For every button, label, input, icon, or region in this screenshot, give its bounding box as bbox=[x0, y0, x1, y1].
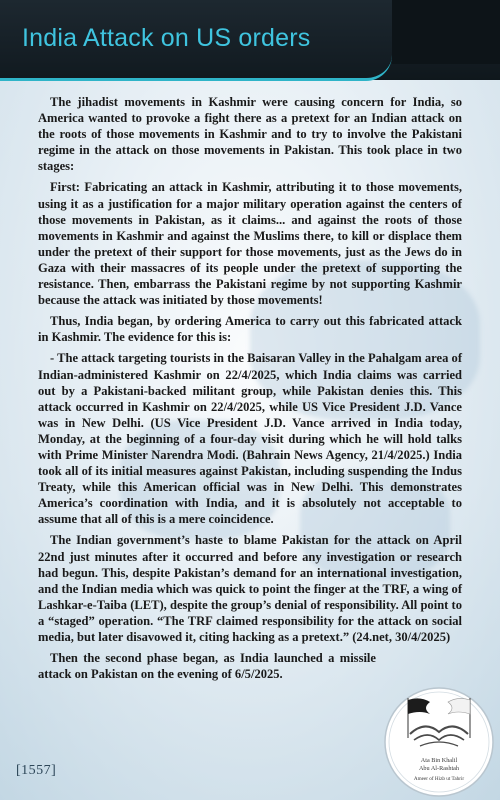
ameer-seal-logo bbox=[380, 680, 498, 798]
paragraph: The jihadist movements in Kashmir were causing concern for India, so America wanted to provoke a fight there as a pretext for an Indian attack on the roots of those movements in Kashmir and to try to involve the Pakistani regime in the attack on those movements in Pakistan. This took place in two stages: bbox=[38, 95, 462, 174]
header-right-block bbox=[392, 0, 500, 64]
logo-line-1: Ata Bin Khalil bbox=[420, 757, 458, 764]
header-bar bbox=[0, 0, 500, 80]
logo-line-2: Abu Al-Rashtah bbox=[418, 765, 460, 772]
logo-line-3: Ameer of Hizb ut Tahrir bbox=[413, 776, 465, 782]
paragraph: First: Fabricating an attack in Kashmir, attributing it to those movements, using it as a justification for a major military operation against the centers of those movements in Pakistan, as it claims... and against the roots of those movements in Kashmir and against the Muslims there, to kill or displace them under the pretext of their support for those movements, just as the Jews do in Gaza with their massacres of its people under the pretext of supporting the resistance. Then, embarrass the Pakistani regime by not supporting Kashmir because the attack was initiated by those movements! bbox=[38, 180, 462, 308]
article-body bbox=[38, 94, 462, 687]
paragraph: Thus, India began, by ordering America to carry out this fabricated attack in Kashmir. The evidence for this is: bbox=[38, 314, 462, 345]
paragraph: - The attack targeting tourists in the Baisaran Valley in the Pahalgam area of Indian-administered Kashmir on 22/4/2025, which India claims was carried out by a Pakistani-backed militant group, while Pakistan denies this. This attack occurred in Kashmir on 22/4/2025, while US Vice President J.D. Vance was in New Delhi. (US Vice President J.D. Vance arrived in India today, Monday, at the beginning of a four-day visit during which he will hold talks with Prime Minister Narendra Modi. (Bahrain News Agency, 21/4/2025.) India took all of its initial measures against Pakistan, including suspending the Indus Treaty, while this American official was in New Delhi. This demonstrates America’s coordination with India, and it is absolutely not acceptable to assume that all of this is a mere coincidence. bbox=[38, 351, 462, 527]
page-title: India Attack on US orders bbox=[22, 24, 311, 52]
paragraph: The Indian government’s haste to blame Pakistan for the attack on April 22nd just minutes after it occurred and before any investigation or research had begun. This, despite Pakistan’s demand for an international investigation, and the Indian media which was quick to point the finger at the TRF, a wing of Lashkar-e-Taiba (LET), despite the group’s denial of responsibility. All point to a “staged” operation. “The TRF claimed responsibility for the attack on social media, but later disavowed it, citing hacking as a pretext.” (24.net, 30/4/2025) bbox=[38, 533, 462, 644]
page-number: [1557] bbox=[16, 763, 57, 778]
paragraph: Then the second phase began, as India launched a missile attack on Pakistan on the evening of 6/5/2025. bbox=[38, 651, 376, 682]
